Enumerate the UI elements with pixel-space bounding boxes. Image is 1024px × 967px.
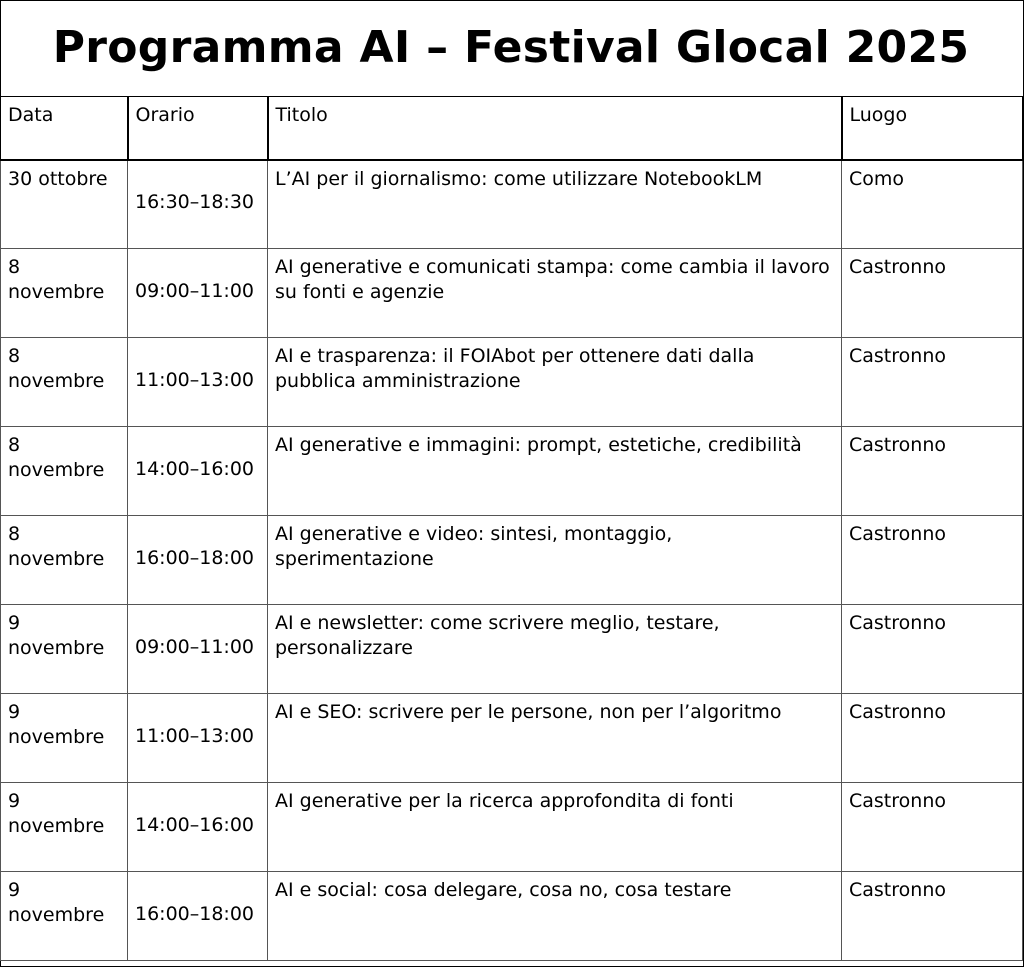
cell-date: 8 novembre bbox=[1, 516, 128, 605]
cell-place: Castronno bbox=[842, 605, 1023, 694]
table-row bbox=[1, 160, 1023, 249]
cell-time: 14:00–16:00 bbox=[128, 783, 268, 872]
cell-date: 9 novembre bbox=[1, 872, 128, 961]
cell-date: 8 novembre bbox=[1, 427, 128, 516]
table-row bbox=[1, 516, 1023, 605]
cell-place: Castronno bbox=[842, 783, 1023, 872]
cell-time: 09:00–11:00 bbox=[128, 249, 268, 338]
cell-place: Castronno bbox=[842, 338, 1023, 427]
header-row bbox=[1, 97, 1023, 160]
table-row bbox=[1, 427, 1023, 516]
cell-title: AI e newsletter: come scrivere meglio, testare, personalizzare bbox=[268, 605, 842, 694]
cell-time: 14:00–16:00 bbox=[128, 427, 268, 516]
table-row bbox=[1, 338, 1023, 427]
cell-title: AI e trasparenza: il FOIAbot per ottenere dati dalla pubblica amministrazione bbox=[268, 338, 842, 427]
table-row bbox=[1, 694, 1023, 783]
cell-title: AI e social: cosa delegare, cosa no, cosa testare bbox=[268, 872, 842, 961]
table-row bbox=[1, 783, 1023, 872]
cell-place: Castronno bbox=[842, 249, 1023, 338]
cell-date: 8 novembre bbox=[1, 249, 128, 338]
cell-title: L’AI per il giornalismo: come utilizzare NotebookLM bbox=[268, 160, 842, 249]
cell-date: 9 novembre bbox=[1, 783, 128, 872]
cell-title: AI generative e video: sintesi, montaggio, sperimentazione bbox=[268, 516, 842, 605]
cell-time: 16:00–18:00 bbox=[128, 516, 268, 605]
cell-time: 11:00–13:00 bbox=[128, 338, 268, 427]
cell-time: 16:00–18:00 bbox=[128, 872, 268, 961]
cell-place: Castronno bbox=[842, 694, 1023, 783]
table-row bbox=[1, 872, 1023, 961]
cell-place: Castronno bbox=[842, 427, 1023, 516]
cell-time: 09:00–11:00 bbox=[128, 605, 268, 694]
cell-place: Como bbox=[842, 160, 1023, 249]
cell-title: AI generative e immagini: prompt, estetiche, credibilità bbox=[268, 427, 842, 516]
header-title: Titolo bbox=[268, 97, 842, 160]
cell-date: 8 novembre bbox=[1, 338, 128, 427]
cell-time: 11:00–13:00 bbox=[128, 694, 268, 783]
cell-place: Castronno bbox=[842, 516, 1023, 605]
header-time: Orario bbox=[128, 97, 268, 160]
cell-date: 9 novembre bbox=[1, 605, 128, 694]
title-bar bbox=[1, 1, 1021, 95]
cell-date: 30 ottobre bbox=[1, 160, 128, 249]
header-place: Luogo bbox=[842, 97, 1023, 160]
table-row bbox=[1, 249, 1023, 338]
cell-date: 9 novembre bbox=[1, 694, 128, 783]
cell-title: AI generative per la ricerca approfondita di fonti bbox=[268, 783, 842, 872]
cell-time: 16:30–18:30 bbox=[128, 160, 268, 249]
cell-title: AI generative e comunicati stampa: come cambia il lavoro su fonti e agenzie bbox=[268, 249, 842, 338]
schedule-table bbox=[0, 96, 1024, 961]
cell-place: Castronno bbox=[842, 872, 1023, 961]
page-title: Programma AI – Festival Glocal 2025 bbox=[52, 22, 970, 73]
cell-title: AI e SEO: scrivere per le persone, non per l’algoritmo bbox=[268, 694, 842, 783]
table-row bbox=[1, 605, 1023, 694]
header-date: Data bbox=[1, 97, 128, 160]
